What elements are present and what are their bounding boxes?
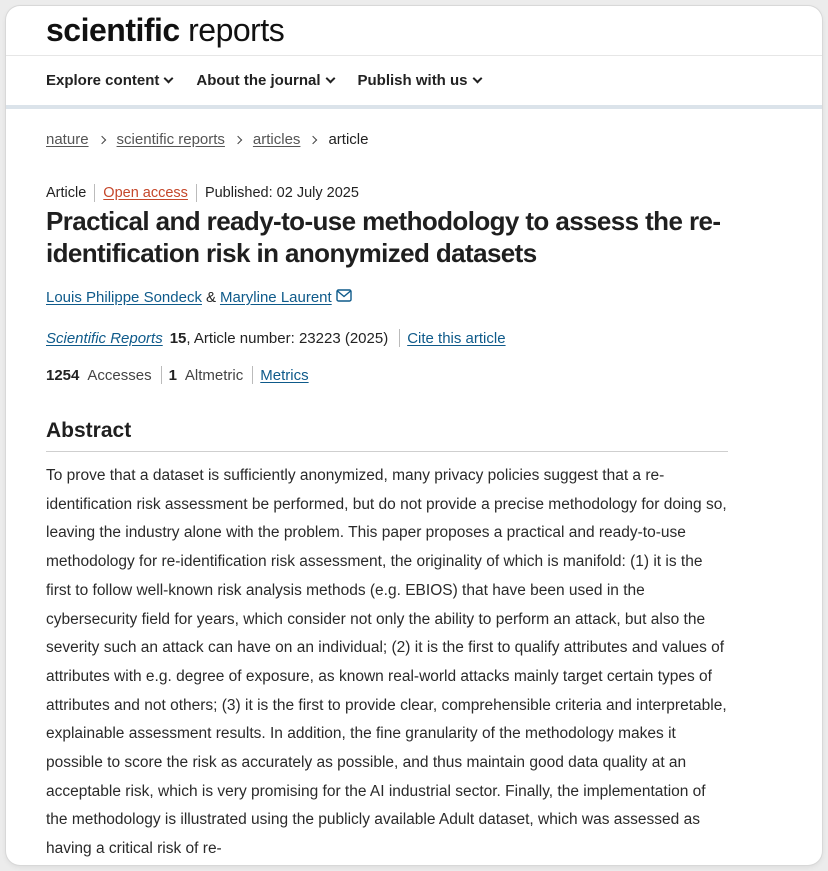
journal-logo[interactable] bbox=[46, 12, 284, 49]
journal-link[interactable]: Scientific Reports bbox=[46, 329, 163, 347]
browser-frame bbox=[6, 6, 822, 865]
metrics-link[interactable]: Metrics bbox=[260, 366, 309, 384]
altmetric-count: 1 bbox=[168, 366, 177, 384]
open-access-link[interactable]: Open access bbox=[103, 185, 188, 201]
published-date: Published: 02 July 2025 bbox=[204, 185, 359, 201]
breadcrumb-current: article bbox=[328, 131, 369, 148]
logo-bold-text: scientific bbox=[46, 12, 180, 48]
article-meta bbox=[46, 184, 728, 202]
chevron-down-icon bbox=[472, 74, 482, 84]
author-separator: & bbox=[205, 289, 216, 306]
volume-number: 15 bbox=[169, 329, 187, 347]
chevron-right-icon bbox=[97, 135, 105, 143]
citation-line bbox=[46, 329, 728, 347]
author-list bbox=[46, 289, 728, 306]
article-metrics bbox=[46, 366, 728, 384]
breadcrumb bbox=[46, 131, 728, 148]
author-link[interactable]: Louis Philippe Sondeck bbox=[46, 289, 202, 306]
divider bbox=[252, 366, 253, 384]
nav-publish-with-us[interactable] bbox=[358, 72, 481, 89]
breadcrumb-articles[interactable]: articles bbox=[252, 131, 301, 148]
divider bbox=[161, 366, 162, 384]
email-icon[interactable] bbox=[336, 289, 352, 306]
divider bbox=[94, 184, 95, 202]
nav-label: About the journal bbox=[196, 72, 321, 89]
author-link[interactable]: Maryline Laurent bbox=[219, 289, 332, 306]
accesses-label: Accesses bbox=[87, 366, 152, 384]
divider bbox=[399, 329, 400, 347]
breadcrumb-scientific-reports[interactable]: scientific reports bbox=[116, 131, 225, 148]
chevron-right-icon bbox=[309, 135, 317, 143]
article-type: Article bbox=[46, 185, 87, 201]
nav-label: Publish with us bbox=[357, 72, 468, 89]
nav-label: Explore content bbox=[46, 72, 160, 89]
logo-regular-text: reports bbox=[188, 12, 285, 48]
divider bbox=[196, 184, 197, 202]
main-nav bbox=[6, 56, 822, 109]
breadcrumb-nature[interactable]: nature bbox=[46, 131, 89, 148]
header bbox=[6, 6, 822, 56]
abstract-text: To prove that a dataset is sufficiently anonymized, many privacy policies suggest that a re-identification risk assessment be performed, but do not provide a precise methodology for doing so, leaving the industry alone with the problem. This paper proposes a practical and ready-to-use methodology for re-identification risk assessment, the originality of which is manifold: (1) it is the first to follow well-known risk analysis methods (e.g. EBIOS) that have been used in the cybersecurity field for years, which consider not only the ability to perform an attack, but also the severity such an attack can have on an individual; (2) it is the first to qualify attributes and values of attributes with e.g. degree of exposure, as known real-world attacks mainly target certain types of attributes and not others; (3) it is the first to provide clear, comprehensible criteria and interpretable, explainable assessment results. In addition, the fine granularity of the methodology makes it possible to score the risk as accurately as possible, and thus maintain good data quality at an acceptable risk, which is very promising for the AI industrial sector. Finally, the implementation of the methodology is illustrated using the publicly available Adult dataset, which was assessed as having a critical risk of re- bbox=[46, 467, 727, 858]
cite-this-article-link[interactable]: Cite this article bbox=[407, 329, 506, 347]
altmetric-label: Altmetric bbox=[184, 366, 244, 384]
chevron-down-icon bbox=[325, 74, 335, 84]
chevron-down-icon bbox=[164, 74, 174, 84]
accesses-count: 1254 bbox=[46, 366, 80, 384]
nav-about-journal[interactable] bbox=[196, 72, 333, 89]
main-content bbox=[6, 131, 822, 864]
article-number: , Article number: 23223 (2025) bbox=[186, 329, 389, 347]
article-title: Practical and ready-to-use methodology to assess the re-identification risk in anonymized datasets bbox=[46, 206, 721, 268]
abstract-heading: Abstract bbox=[46, 419, 728, 452]
chevron-right-icon bbox=[234, 135, 242, 143]
nav-explore-content[interactable] bbox=[46, 72, 172, 89]
